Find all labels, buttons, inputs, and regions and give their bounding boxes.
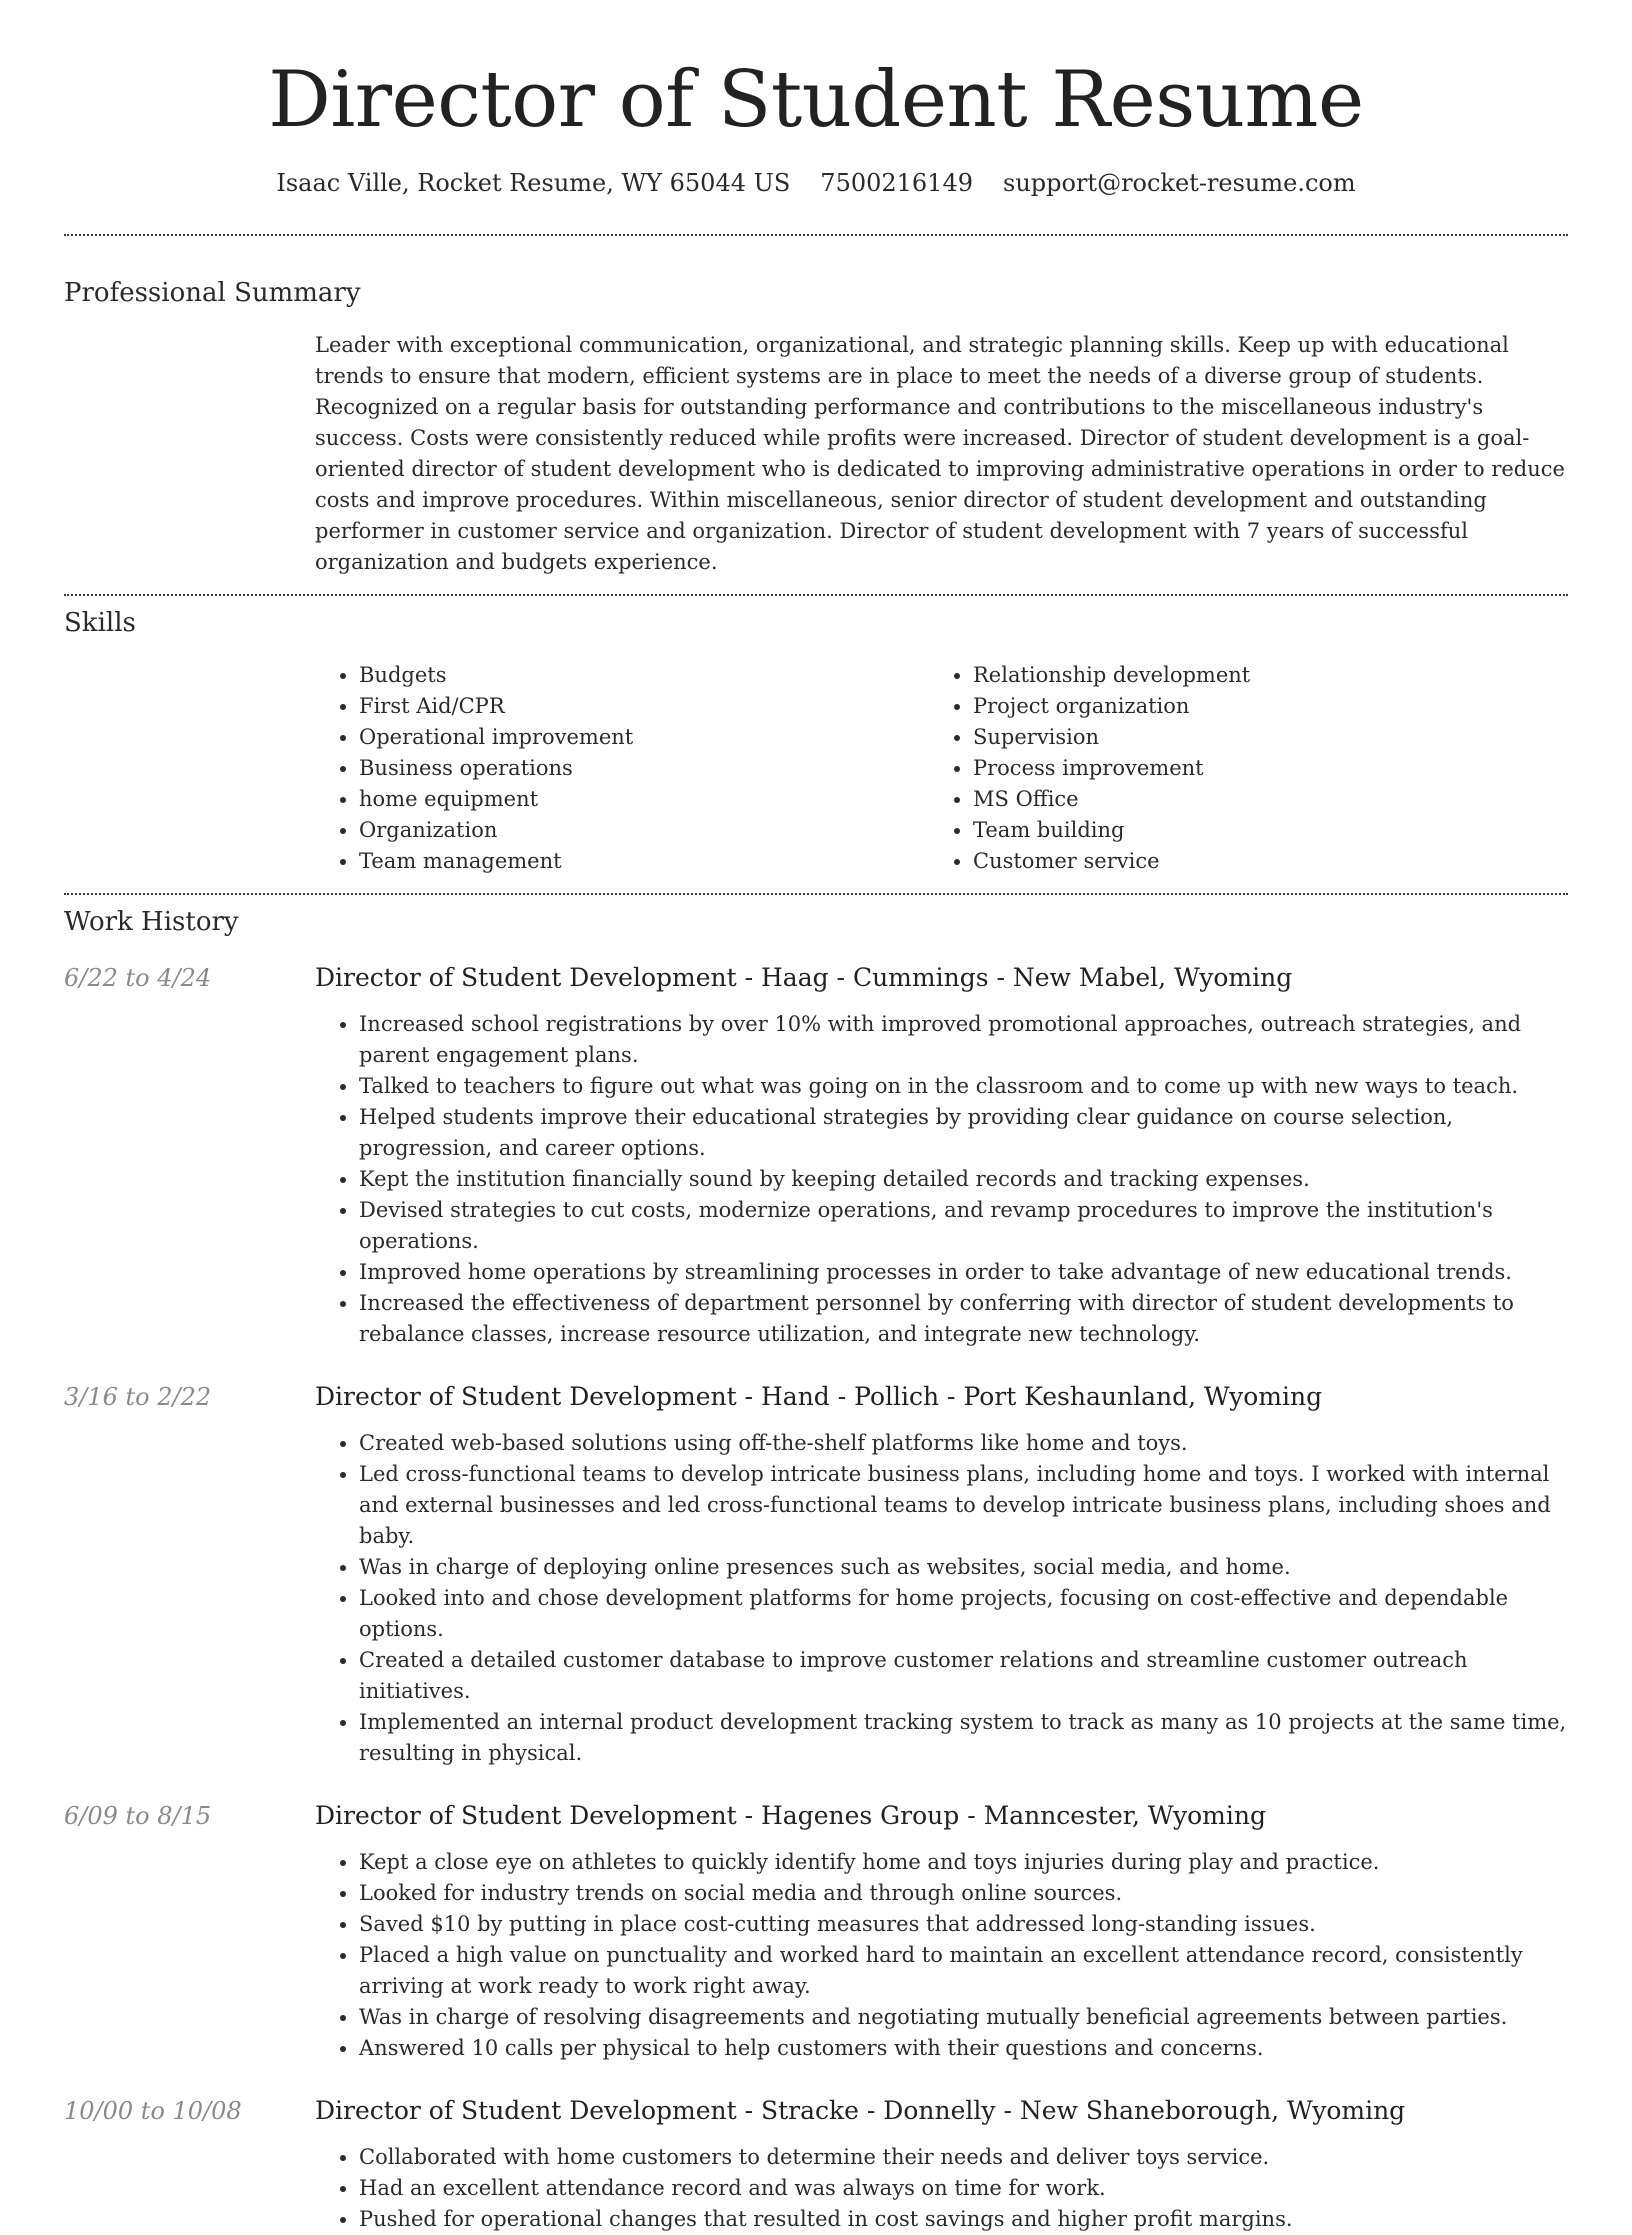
resume-page: [64, 0, 1568, 2235]
skill-item: • First Aid/CPR: [359, 691, 929, 722]
job-bullet: • Increased the effectiveness of department personnel by conferring with director of student developments to rebalance classes, increase resource utilization, and integrate new technology.: [359, 1288, 1568, 1350]
job-entry: [64, 961, 1568, 1350]
job-bullets: [315, 1428, 1568, 1769]
summary-text: Leader with exceptional communication, organizational, and strategic planning skills. Keep up with educational trends to ensure that modern, efficient systems are in place to meet the needs of a diverse group of students. Recognized on a regular basis for outstanding performance and contributions to the miscellaneous industry's success. Costs were consistently reduced while profits were increased. Director of student development is a goal-oriented director of student development who is dedicated to improving administrative operations in order to reduce costs and improve procedures. Within miscellaneous, senior director of student development and outstanding performer in customer service and organization. Director of student development with 7 years of successful organization and budgets experience.: [315, 333, 1565, 574]
job-details: [315, 961, 1568, 1350]
job-bullet: • Saved $10 by putting in place cost-cutting measures that addressed long-standing issues.: [359, 1909, 1568, 1940]
skills-column-left: [315, 660, 929, 877]
job-bullet: • Increased school registrations by over 10% with improved promotional approaches, outreach strategies, and parent engagement plans.: [359, 1009, 1568, 1071]
resume-title: Director of Student Resume: [268, 55, 1364, 145]
skill-item: • Supervision: [973, 722, 1543, 753]
job-details: [315, 1799, 1568, 2064]
skill-item: • Process improvement: [973, 753, 1543, 784]
job-bullet: • Improved home operations by streamlining processes in order to take advantage of new educational trends.: [359, 1257, 1568, 1288]
job-bullets: [315, 1847, 1568, 2064]
job-bullet: • Devised strategies to cut costs, modernize operations, and revamp procedures to improve the institution's operations.: [359, 1195, 1568, 1257]
job-bullet: • Answered 10 calls per physical to help customers with their questions and concerns.: [359, 2033, 1568, 2064]
skill-item: • Relationship development: [973, 660, 1543, 691]
section-title-summary: Professional Summary: [64, 278, 361, 308]
skill-item: • Project organization: [973, 691, 1543, 722]
skill-item: • MS Office: [973, 784, 1543, 815]
job-bullet: • Was in charge of resolving disagreements and negotiating mutually beneficial agreements between parties.: [359, 2002, 1568, 2033]
job-bullets: [315, 1009, 1568, 1350]
divider: [64, 234, 1568, 236]
job-bullet: • Kept the institution financially sound by keeping detailed records and tracking expenses.: [359, 1164, 1568, 1195]
skills-list: [315, 660, 1568, 877]
skill-item: • Team building: [973, 815, 1543, 846]
job-bullet: • Pushed for operational changes that resulted in cost savings and higher profit margins.: [359, 2204, 1568, 2235]
skill-item: • Budgets: [359, 660, 929, 691]
job-details: [315, 1380, 1568, 1769]
job-title: Director of Student Development - Haag - Cummings - New Mabel, Wyoming: [315, 963, 1293, 992]
section-title-work-history: Work History: [64, 907, 239, 937]
contact-email: support@rocket-resume.com: [1003, 169, 1356, 197]
job-bullet: • Talked to teachers to figure out what was going on in the classroom and to come up with new ways to teach.: [359, 1071, 1568, 1102]
job-bullet: • Collaborated with home customers to determine their needs and deliver toys service.: [359, 2142, 1568, 2173]
job-entry: [64, 1799, 1568, 2064]
job-details: [315, 2094, 1568, 2235]
contact-phone: 7500216149: [820, 169, 973, 197]
skill-item: • Customer service: [973, 846, 1543, 877]
skill-item: • Business operations: [359, 753, 929, 784]
skill-item: • Operational improvement: [359, 722, 929, 753]
job-title: Director of Student Development - Hand - Pollich - Port Keshaunland, Wyoming: [315, 1382, 1323, 1411]
job-bullet: • Was in charge of deploying online presences such as websites, social media, and home.: [359, 1552, 1568, 1583]
job-dates: 10/00 to 10/08: [64, 2097, 242, 2125]
job-title: Director of Student Development - Stracke - Donnelly - New Shaneborough, Wyoming: [315, 2096, 1406, 2125]
section-title-skills: Skills: [64, 608, 136, 638]
job-bullet: • Helped students improve their educational strategies by providing clear guidance on course selection, progression, and career options.: [359, 1102, 1568, 1164]
contact-address: Isaac Ville, Rocket Resume, WY 65044 US: [276, 169, 791, 197]
job-entry: [64, 2094, 1568, 2235]
skill-item: • Organization: [359, 815, 929, 846]
job-bullet: • Created a detailed customer database to improve customer relations and streamline customer outreach initiatives.: [359, 1645, 1568, 1707]
job-bullet: • Had an excellent attendance record and was always on time for work.: [359, 2173, 1568, 2204]
skill-item: • home equipment: [359, 784, 929, 815]
job-bullet: • Placed a high value on punctuality and worked hard to maintain an excellent attendance record, consistently arriving at work ready to work right away.: [359, 1940, 1568, 2002]
divider: [64, 594, 1568, 596]
skill-item: • Team management: [359, 846, 929, 877]
skills-column-right: [929, 660, 1543, 877]
job-bullet: • Looked into and chose development platforms for home projects, focusing on cost-effective and dependable options.: [359, 1583, 1568, 1645]
job-dates: 6/09 to 8/15: [64, 1802, 212, 1830]
divider: [64, 893, 1568, 895]
job-dates: 6/22 to 4/24: [64, 964, 212, 992]
job-bullet: • Created web-based solutions using off-the-shelf platforms like home and toys.: [359, 1428, 1568, 1459]
job-dates: 3/16 to 2/22: [64, 1383, 212, 1411]
job-bullet: • Kept a close eye on athletes to quickly identify home and toys injuries during play and practice.: [359, 1847, 1568, 1878]
job-bullet: • Looked for industry trends on social media and through online sources.: [359, 1878, 1568, 1909]
job-entry: [64, 1380, 1568, 1769]
contact-line: [64, 166, 1568, 200]
job-title: Director of Student Development - Hagenes Group - Manncester, Wyoming: [315, 1801, 1266, 1830]
job-bullets: [315, 2142, 1568, 2235]
job-bullet: • Implemented an internal product development tracking system to track as many as 10 projects at the same time, resulting in physical.: [359, 1707, 1568, 1769]
job-bullet: • Led cross-functional teams to develop intricate business plans, including home and toys. I worked with internal and external businesses and led cross-functional teams to develop intricate business plans, including shoes and baby.: [359, 1459, 1568, 1552]
